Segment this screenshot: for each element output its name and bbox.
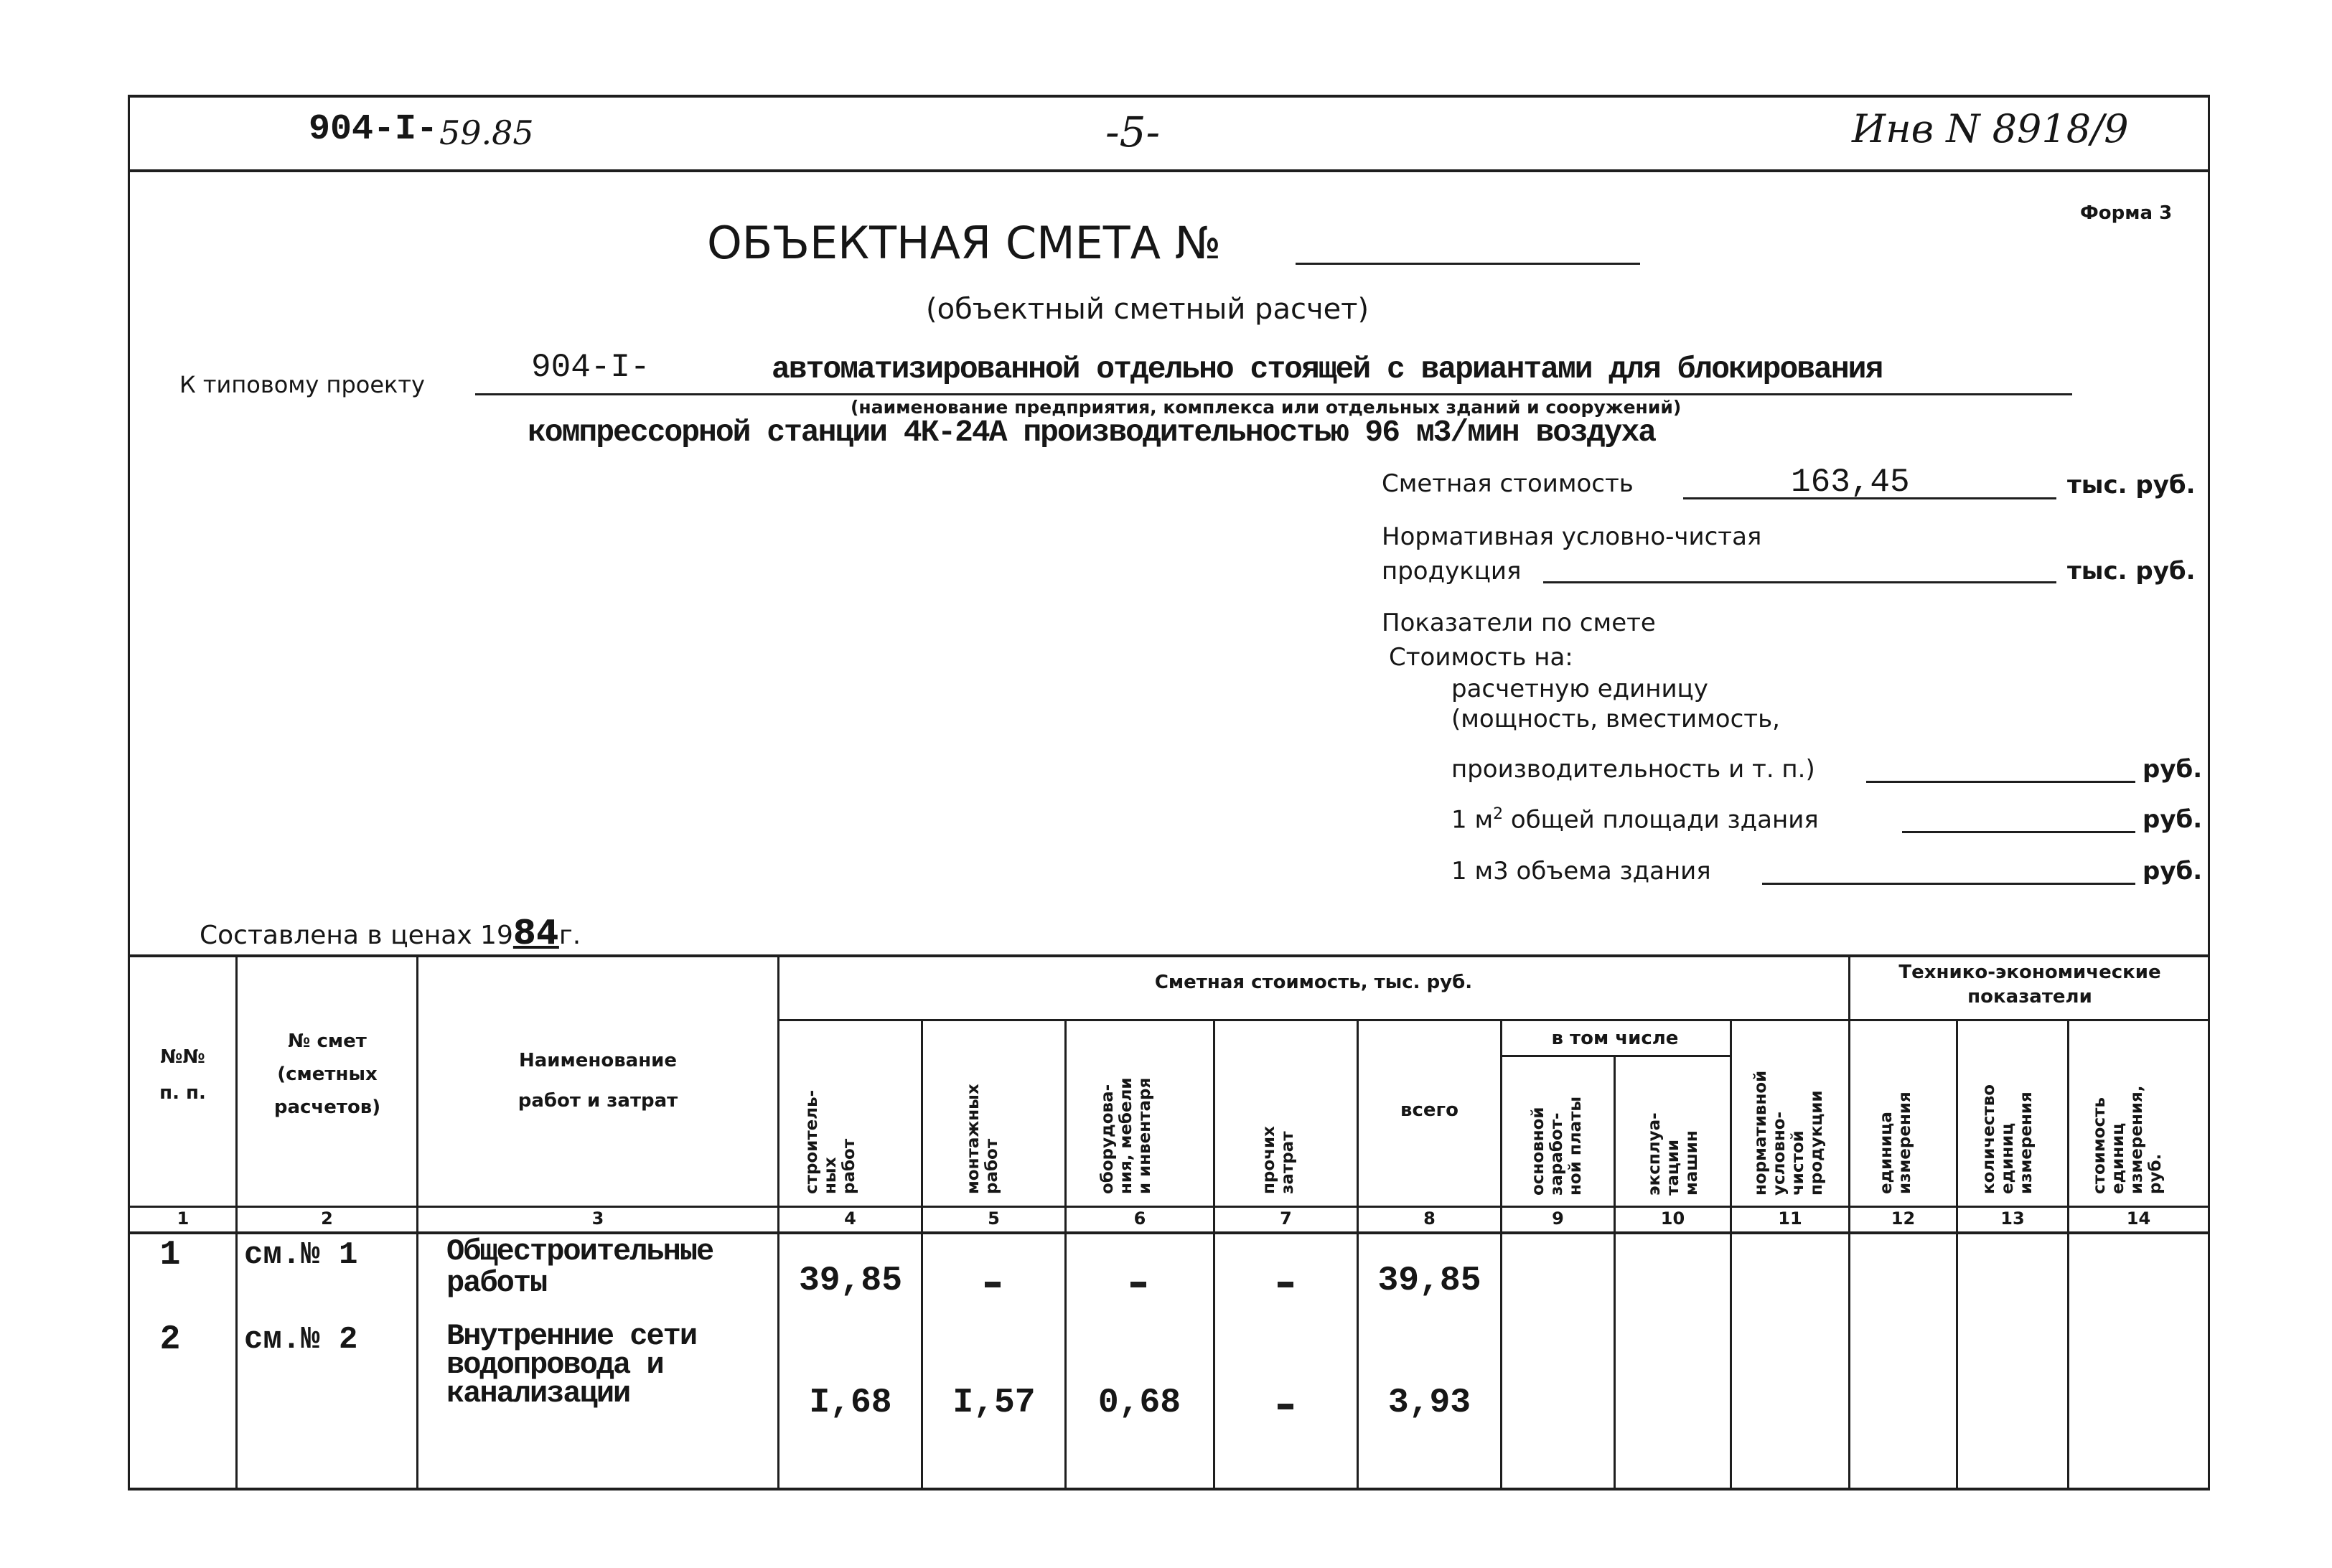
calc-unit-1: расчетную единицу xyxy=(1451,675,1708,703)
row-name: Общестроительные работы xyxy=(446,1234,713,1300)
indicators-label: Показатели по смете xyxy=(1382,609,1656,637)
header-normative: нормативной условно- чистой продукции xyxy=(1751,1070,1826,1196)
column-number: 9 xyxy=(1552,1208,1564,1229)
cell-other xyxy=(1217,1262,1353,1300)
normative-line xyxy=(1543,581,2056,583)
prices-prefix: Составлена в ценах 19 xyxy=(200,921,513,950)
col-sep-5 xyxy=(1064,1019,1067,1489)
column-number: 2 xyxy=(321,1208,333,1229)
cell-installation: I,57 xyxy=(952,1384,1036,1422)
project-caption: (наименование предприятия, комплекса или отдельных зданий и сооружений) xyxy=(851,397,1682,418)
col-sep-12 xyxy=(1956,1019,1958,1489)
header-other: прочих затрат xyxy=(1260,1126,1297,1194)
cost-per-label: Стоимость на: xyxy=(1389,643,1573,672)
table-top xyxy=(128,954,2209,957)
calc-unit-line xyxy=(1866,781,2135,783)
title-number-line xyxy=(1296,263,1640,265)
header-unit-cost: стоимость единиц измерения, руб. xyxy=(2090,1085,2165,1194)
col-sep-9 xyxy=(1614,1055,1616,1489)
inventory-number: Инв N 8918/9 xyxy=(1852,106,2129,151)
column-number: 7 xyxy=(1280,1208,1292,1229)
project-label: К типовому проекту xyxy=(179,371,425,398)
cell-construction: I,68 xyxy=(809,1384,892,1422)
area-label xyxy=(1451,805,1819,834)
column-number: 6 xyxy=(1133,1208,1146,1229)
page-title: ОБЪЕКТНАЯ СМЕТА № xyxy=(707,217,1222,269)
form-label: Форма 3 xyxy=(2080,202,2173,224)
header-name: Наименование работ и затрат xyxy=(518,1050,678,1112)
column-number: 5 xyxy=(988,1208,1000,1229)
header-unit: единица измерения xyxy=(1877,1092,1914,1194)
column-number: 4 xyxy=(844,1208,856,1229)
cell-construction: 39,85 xyxy=(798,1262,903,1300)
header-num: №№ п. п. xyxy=(159,1046,206,1104)
normative-label-2: продукция xyxy=(1382,557,1522,586)
col-sep-6 xyxy=(1213,1019,1215,1489)
header-divider xyxy=(128,169,2209,172)
normative-unit: тыс. руб. xyxy=(2067,557,2196,586)
cell-installation xyxy=(926,1262,1062,1300)
cell-equipment xyxy=(1069,1262,1209,1300)
row-num: 2 xyxy=(159,1320,181,1359)
column-number: 8 xyxy=(1423,1208,1436,1229)
doc-code-handwritten: 59.85 xyxy=(439,113,534,152)
column-number: 14 xyxy=(2126,1208,2151,1229)
cell-total: 3,93 xyxy=(1387,1384,1471,1422)
volume-line xyxy=(1762,883,2135,885)
header-qty: количество единиц измерения xyxy=(1980,1084,2036,1194)
column-number: 10 xyxy=(1660,1208,1685,1229)
normative-label-1: Нормативная условно-чистая xyxy=(1382,522,1762,551)
area-line xyxy=(1902,831,2135,833)
header-equipment: оборудова- ния, мебели и инвентаря xyxy=(1098,1077,1154,1194)
project-name-line-2: компрессорной станции 4К-24А производительностью 96 м3/мин воздуха xyxy=(528,415,1656,450)
column-number: 3 xyxy=(591,1208,604,1229)
column-number: 11 xyxy=(1778,1208,1802,1229)
prices-suffix: г. xyxy=(558,921,581,950)
row-name: Внутренние сети водопровода и канализации xyxy=(446,1319,697,1411)
doc-code: 904-I- xyxy=(309,109,439,150)
header-wages: основной заработ- ной платы xyxy=(1529,1096,1585,1196)
cost-label: Сметная стоимость xyxy=(1382,469,1634,498)
header-tech-group: Технико-экономические показатели xyxy=(1898,962,2161,1008)
cost-unit: тыс. руб. xyxy=(2067,471,2196,499)
area-sup: 2 xyxy=(1493,805,1504,823)
tech-group-divider xyxy=(1848,1019,2209,1021)
right-border xyxy=(2208,95,2210,1490)
column-number: 13 xyxy=(2000,1208,2025,1229)
header-construction: строитель- ных работ xyxy=(802,1089,858,1194)
area-prefix: 1 м xyxy=(1451,805,1494,835)
cell-other xyxy=(1217,1384,1353,1422)
prices-year: 84 xyxy=(512,913,559,952)
volume-label: 1 м3 объема здания xyxy=(1451,857,1711,886)
col-sep-4 xyxy=(921,1019,923,1489)
cell-total: 39,85 xyxy=(1377,1262,1481,1300)
cell-equipment: 0,68 xyxy=(1097,1384,1181,1422)
left-border xyxy=(128,95,130,1490)
calc-unit-2: (мощность, вместимость, xyxy=(1451,705,1780,733)
column-number: 12 xyxy=(1891,1208,1916,1229)
area-rub: руб. xyxy=(2143,805,2203,834)
header-installation: монтажных работ xyxy=(964,1084,1001,1194)
header-machines: эксплуа- тации машин xyxy=(1645,1112,1701,1196)
row-estimate: см.№ 2 xyxy=(244,1322,358,1358)
cost-value: 163,45 xyxy=(1791,464,1910,501)
col-sep-8 xyxy=(1500,1019,1502,1489)
col-sep-13 xyxy=(2067,1019,2069,1489)
cost-group-divider xyxy=(779,1019,1848,1021)
calc-unit-rub: руб. xyxy=(2143,755,2203,784)
project-code: 904-I- xyxy=(531,349,650,386)
volume-rub: руб. xyxy=(2143,857,2203,886)
header-total: всего xyxy=(1400,1099,1458,1121)
page-number: -5- xyxy=(1105,108,1161,156)
area-suffix: общей площади здания xyxy=(1503,805,1819,835)
project-line-1 xyxy=(475,393,2072,395)
row-num: 1 xyxy=(159,1236,181,1274)
table-colnum-top xyxy=(128,1206,2209,1208)
table-header-bottom xyxy=(128,1231,2209,1234)
prices-line xyxy=(200,913,581,952)
header-including: в том числе xyxy=(1551,1028,1679,1049)
project-name-line-1: автоматизированной отдельно стоящей с вариантами для блокирования xyxy=(772,352,1883,387)
header-estimate: № смет (сметных расчетов) xyxy=(273,1031,381,1118)
subtitle: (объектный сметный расчет) xyxy=(926,293,1369,326)
col-sep-10 xyxy=(1730,1019,1732,1489)
column-number: 1 xyxy=(177,1208,189,1229)
calc-unit-3: производительность и т. п.) xyxy=(1451,755,1815,784)
top-border xyxy=(128,95,2209,98)
row-estimate: см.№ 1 xyxy=(244,1237,358,1273)
header-cost-group: Сметная стоимость, тыс. руб. xyxy=(1154,972,1473,993)
bottom-border xyxy=(128,1488,2209,1490)
